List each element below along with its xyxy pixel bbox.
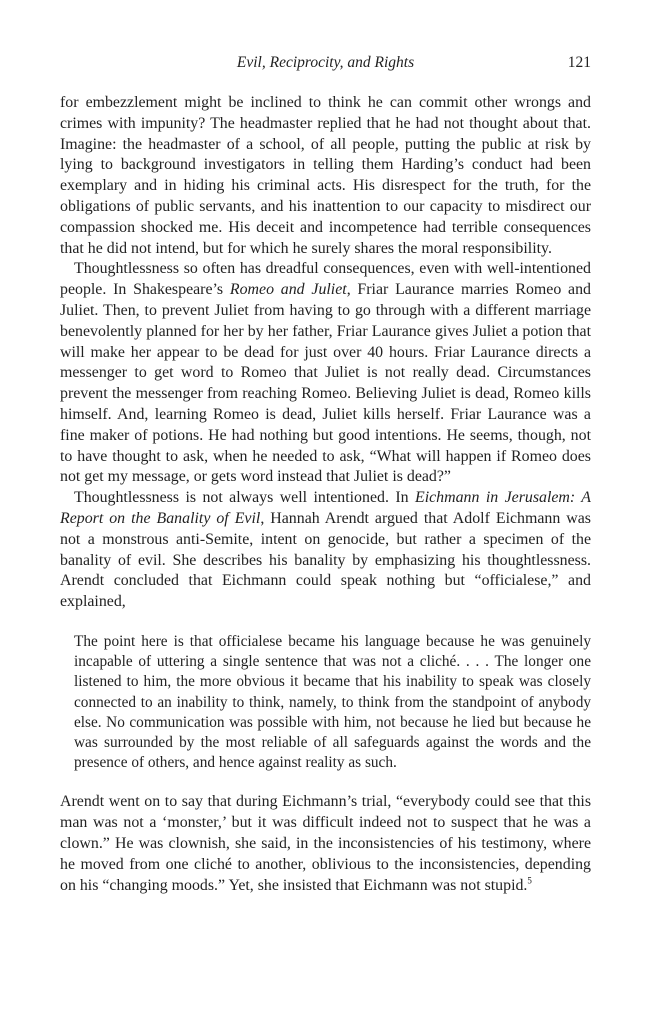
paragraph-2 [60,259,591,488]
page-body [60,93,591,896]
work-title-eichmann-in-jerusalem: Eichmann in Jerusalem: A Report on the Banality of Evil [60,489,592,527]
paragraph-1 [60,93,591,259]
footnote-marker: 5 [527,875,532,886]
paragraph-4-text: Arendt went on to say that during Eichmann’s trial, “everybody could see that this man was not a ‘monster,’ but it was difficult indeed not to suspect that he was a clown.” He was clownish, she said, in the inconsistencies of his testimony, where he moved from one cliché to another, oblivious to the inconsistencies, depending on his “changing moods.” Yet, she insisted that Eichmann was not stupid. [60,793,591,894]
running-title: Evil, Reciprocity, and Rights [236,54,415,71]
page-number: 121 [567,54,591,71]
paragraph-2-text-b: , Friar Laurance marries Romeo and Juliet. Then, to prevent Juliet from having to go through with a different marriage benevolently planned for her by her father, Friar Laurance gives Juliet a potion that will make her appear to be dead for just over 40 hours. Friar Laurance directs a messenger to get word to Romeo that Juliet is not really dead. Circumstances prevent the messenger from reaching Romeo. Believing Juliet is dead, Romeo kills himself. And, learning Romeo is dead, Juliet kills herself. Friar Laurance was a fine maker of potions. He had nothing but good intentions. He seems, though, not to have thought to ask, when he needed to ask, “What will happen if Romeo does not get my message, or gets word instead that Juliet is dead?” [60,281,591,486]
paragraph-1-text: for embezzlement might be inclined to think he can commit other wrongs and crimes with impunity? The headmaster replied that he had not thought about that. Imagine: the headmaster of a school, of all people, putting the public at risk by lying to background investigators in telling them Harding’s conduct had been exemplary and in hiding his criminal acts. His disrespect for the truth, for the obligations of public servants, and his inattention to our capacity to misdirect our compassion shocked me. His deceit and incompetence had terrible consequences that he did not intend, but for which he surely shares the moral responsibility. [60,94,591,257]
work-title-romeo-and-juliet: Romeo and Juliet [229,281,347,299]
running-header [60,54,591,76]
paragraph-3 [60,488,591,613]
paragraph-3-text-b: , Hannah Arendt argued that Adolf Eichmann was not a monstrous anti-Semite, intent on genocide, but rather a specimen of the banality of evil. She describes his banality by emphasizing his thoughtlessness. Arendt concluded that Eichmann could speak nothing but “officialese,” and explained, [60,509,591,611]
paragraph-3-text-a: Thoughtlessness is not always well intentioned. In [74,489,415,507]
block-quote-text: The point here is that officialese became his language because he was genuinely incapable of uttering a single sentence that was not a cliché. . . . The longer one listened to him, the more obvious it became that his inability to speak was closely connected to an inability to think, namely, to think from the standpoint of anybody else. No communication was possible with him, not because he lied but because he was surrounded by the most reliable of all safeguards against the words and the presence of others, and hence against reality as such. [74,632,591,772]
paragraph-4 [60,792,591,896]
paragraph-2-text-a: Thoughtlessness so often has dreadful consequences, even with well-intentioned people. In Shakespeare’s [60,260,591,299]
block-quote [74,632,591,773]
